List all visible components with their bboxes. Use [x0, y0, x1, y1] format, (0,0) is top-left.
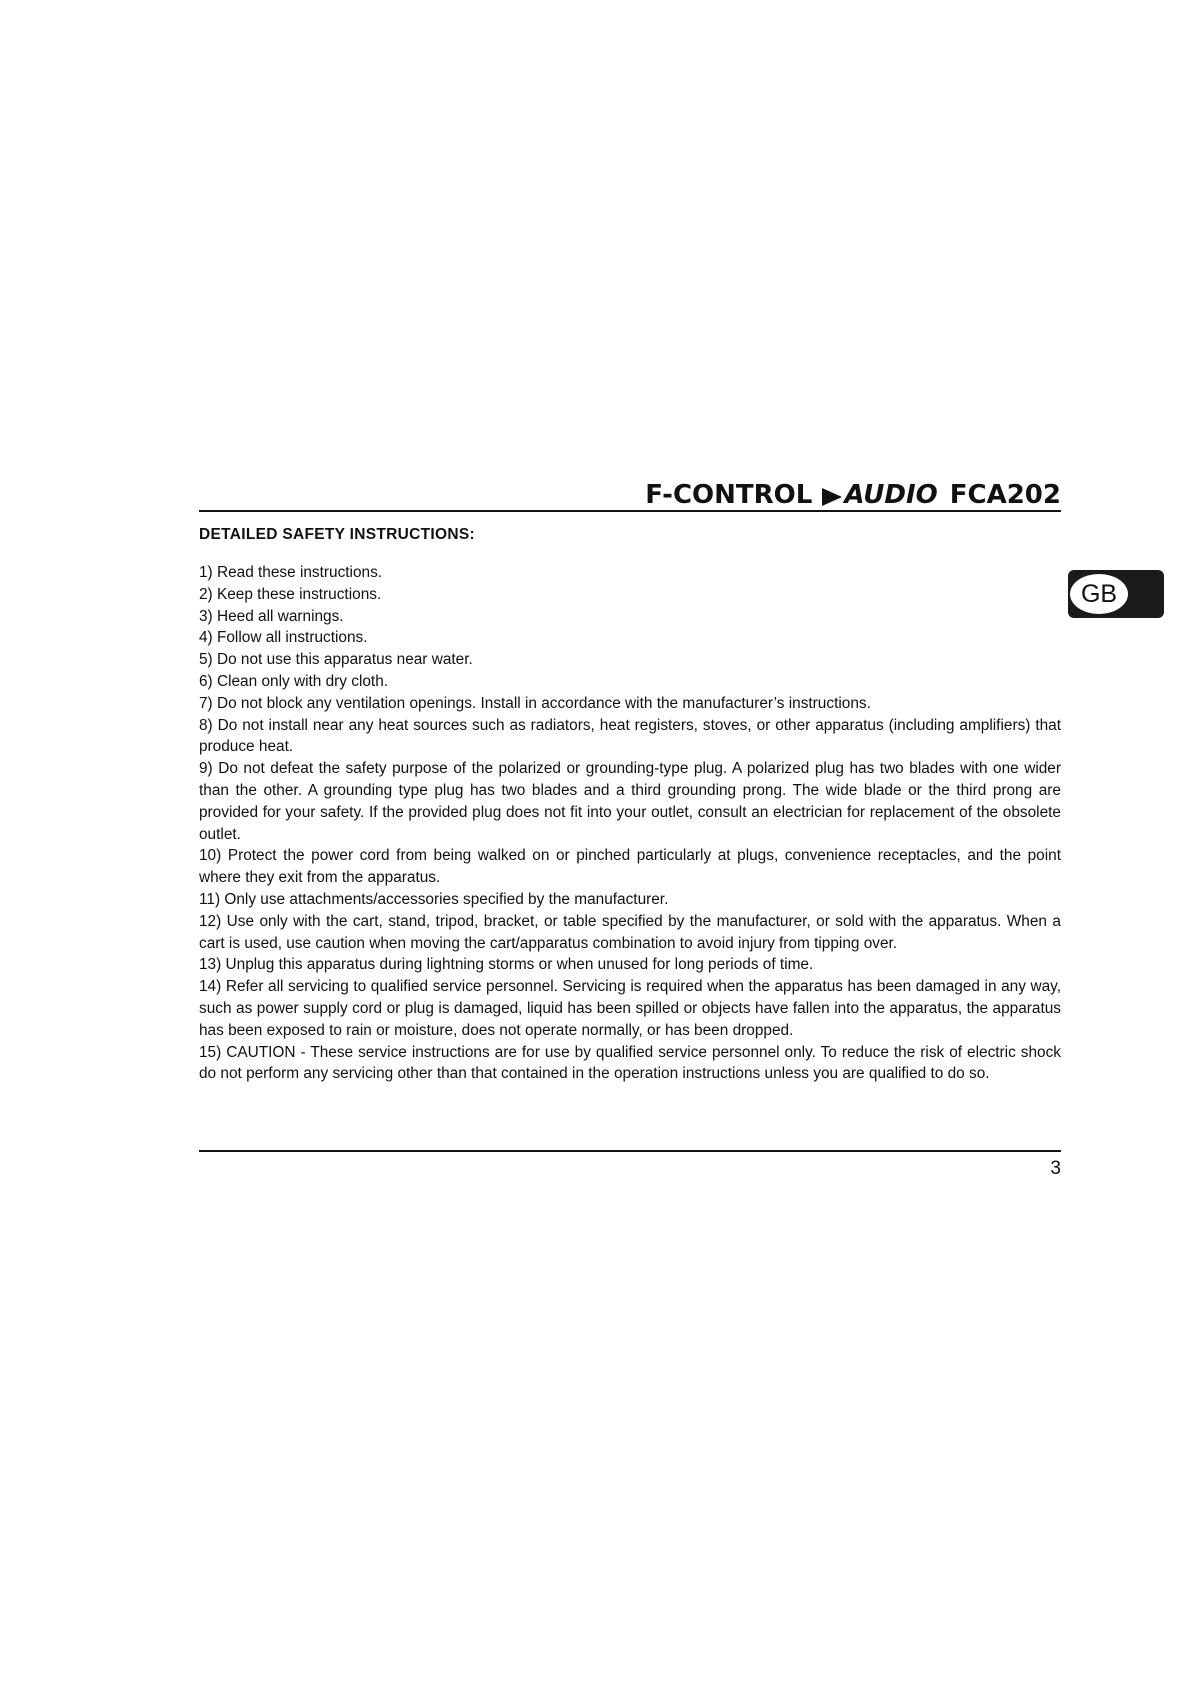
instruction-item: 4) Follow all instructions.	[199, 629, 368, 647]
instruction-item: 12) Use only with the cart, stand, tripod, bracket, or table specified by the manufacturer, or sold with the apparatus. When a cart is used, use caution when moving the cart/apparatus combination to avoid injury from tipping over.	[199, 912, 1061, 952]
instruction-item: 6) Clean only with dry cloth.	[199, 672, 389, 690]
instruction-item: 13) Unplug this apparatus during lightning storms or when unused for long periods of time.	[199, 956, 814, 974]
instruction-item: 1) Read these instructions.	[199, 564, 383, 581]
instruction-item: 5) Do not use this apparatus near water.	[199, 651, 473, 669]
instruction-item: 14) Refer all servicing to qualified service personnel. Servicing is required when the apparatus has been damaged in any way, such as power supply cord or plug is damaged, liquid has been spilled or objects have fallen into the apparatus, the apparatus has been exposed to rain or moisture, does not operate normally, or has been dropped.	[199, 978, 1061, 1039]
header-divider	[199, 510, 1061, 512]
footer-divider	[199, 1150, 1061, 1152]
section-title: DETAILED SAFETY INSTRUCTIONS:	[199, 526, 475, 543]
instruction-item: 3) Heed all warnings.	[199, 607, 344, 625]
instruction-item: 2) Keep these instructions.	[199, 585, 382, 603]
instruction-item: 9) Do not defeat the safety purpose of the polarized or grounding-type plug. A polarized plug has two blades with one wider than the other. A grounding type plug has two blades and a third grounding prong. The wide blade or the third prong are provided for your safety. If the provided plug does not fit into your outlet, consult an electrician for replacement of the obsolete outlet.	[199, 760, 1061, 843]
language-label: GB	[1080, 579, 1118, 608]
instruction-item: 15) CAUTION - These service instructions are for use by qualified service personnel only. To reduce the risk of electric shock do not perform any servicing other than that contained in the operation instructions unless you are qualified to do so.	[199, 1043, 1061, 1083]
audio-label: AUDIO	[844, 480, 938, 510]
language-badge	[1070, 574, 1128, 614]
instruction-item: 11) Only use attachments/accessories specified by the manufacturer.	[199, 890, 669, 908]
instruction-item: 8) Do not install near any heat sources such as radiators, heat registers, stoves, or other apparatus (including amplifiers) that produce heat.	[199, 716, 1061, 756]
instruction-item: 7) Do not block any ventilation openings. Install in accordance with the manufacturer’s instructions.	[199, 694, 871, 712]
play-arrow-icon	[822, 488, 842, 506]
instruction-item: 10) Protect the power cord from being walked on or pinched particularly at plugs, convenience receptacles, and the point where they exit from the apparatus.	[199, 847, 1061, 887]
brand-name: F-CONTROL	[645, 480, 813, 510]
instruction-list	[199, 562, 1061, 1085]
product-header	[199, 478, 1061, 510]
model-name: FCA202	[949, 480, 1061, 510]
page-number: 3	[1050, 1158, 1061, 1179]
